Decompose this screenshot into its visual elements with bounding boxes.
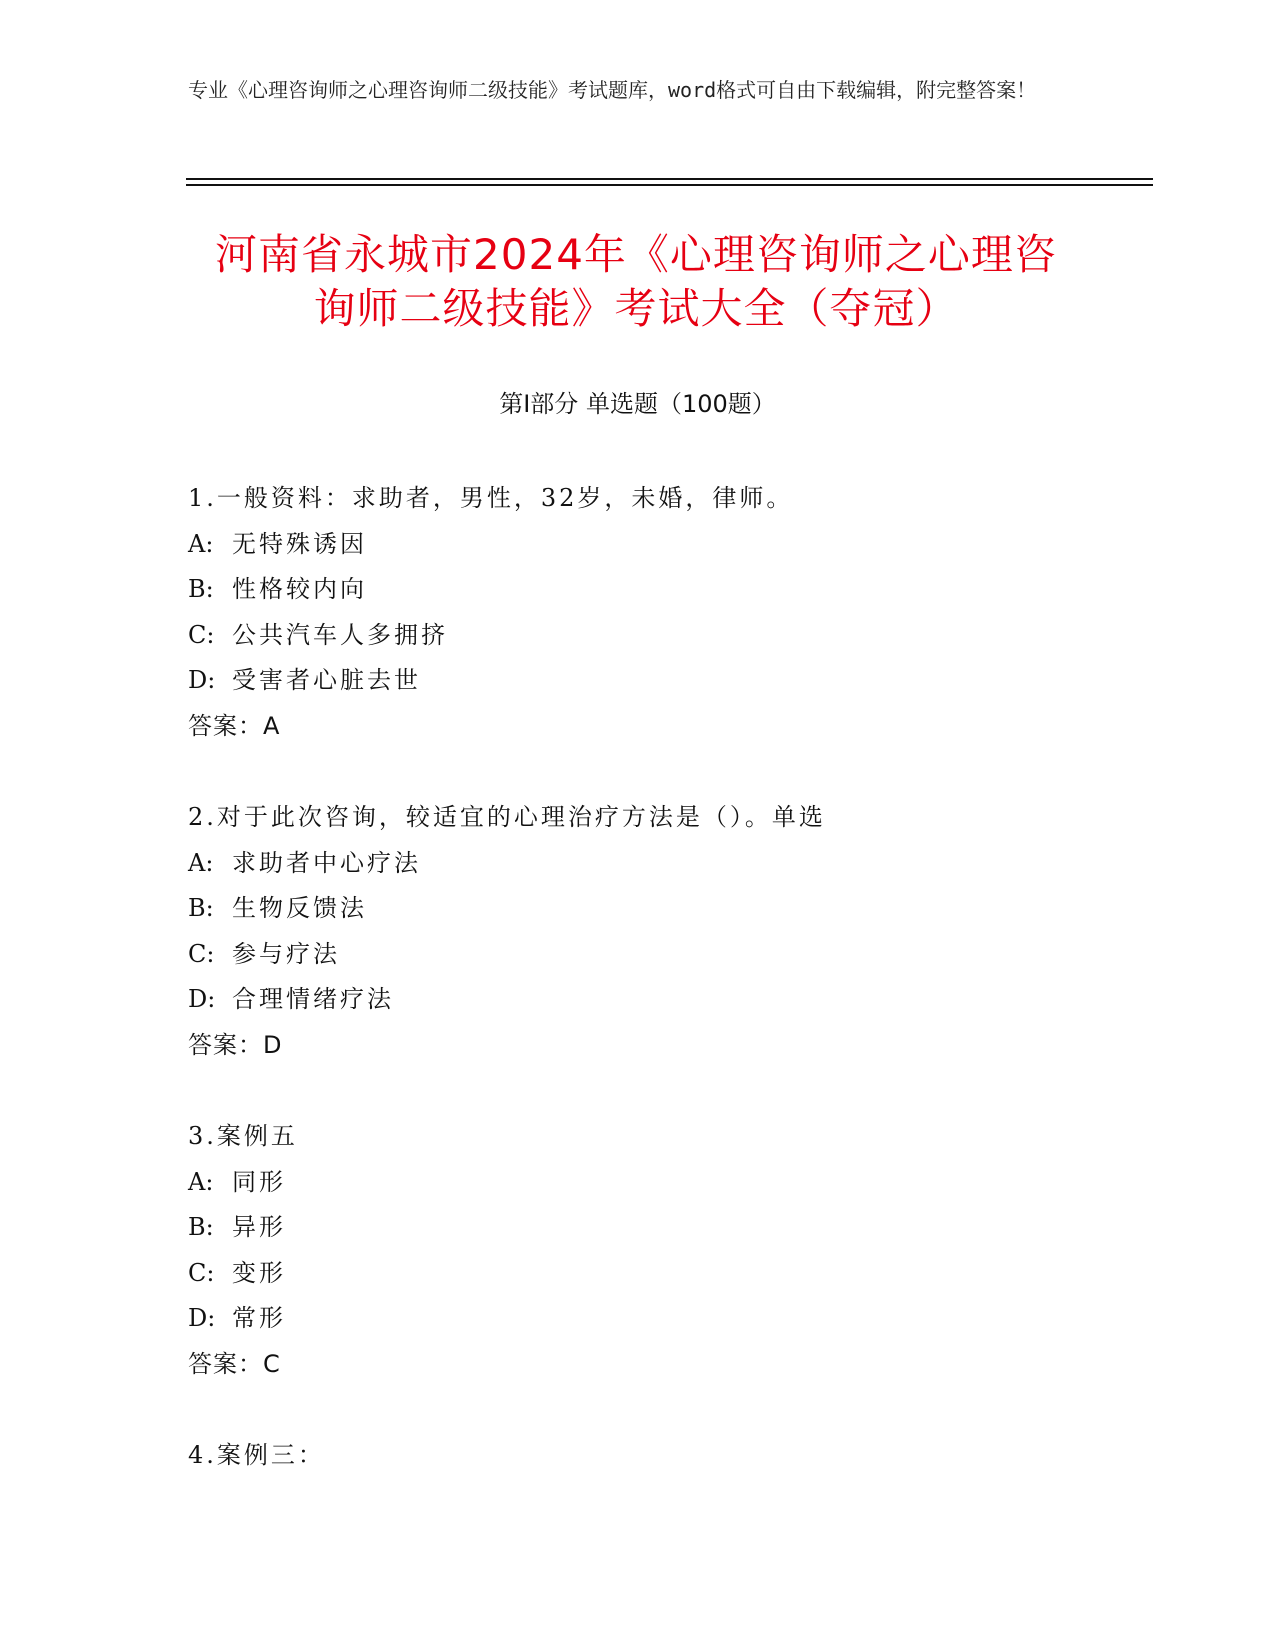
option-d: [188, 1296, 1148, 1342]
header-note: 专业《心理咨询师之心理咨询师二级技能》考试题库，word格式可自由下载编辑，附完整答案！: [188, 78, 1037, 102]
option-text: 常形: [232, 1304, 286, 1332]
option-text: 同形: [232, 1167, 286, 1196]
question-1: [188, 476, 1148, 749]
option-text: 变形: [232, 1258, 286, 1287]
option-c: [188, 613, 1148, 659]
option-text: 参与疗法: [232, 939, 340, 968]
option-key: A:: [188, 529, 214, 558]
option-text: 性格较内向: [232, 575, 367, 603]
option-d: [188, 658, 1148, 704]
question-3: [188, 1114, 1148, 1387]
title-line-2: 询师二级技能》考试大全（夺冠）: [313, 284, 959, 333]
section-title: 第Ⅰ部分 单选题（100题）: [499, 390, 776, 418]
option-a: [188, 522, 1148, 568]
option-text: 异形: [232, 1213, 286, 1241]
option-key: C:: [188, 939, 215, 968]
question-list: [188, 476, 1148, 1525]
option-key: A:: [188, 848, 214, 877]
question-stem: 4.案例三：: [188, 1441, 325, 1469]
document-title: [186, 228, 1086, 336]
option-text: 无特殊诱因: [232, 529, 367, 558]
option-text: 公共汽车人多拥挤: [232, 620, 448, 649]
question-4: [188, 1433, 1148, 1479]
question-stem: 1.一般资料：求助者，男性，32岁，未婚，律师。: [188, 484, 794, 512]
option-key: A:: [188, 1167, 214, 1196]
option-a: [188, 841, 1148, 887]
option-text: 求助者中心疗法: [232, 848, 421, 877]
option-c: [188, 932, 1148, 978]
answer-line: 答案：D: [188, 1030, 283, 1059]
title-line-1: 河南省永城市2024年《心理咨询师之心理咨: [215, 230, 1057, 279]
option-c: [188, 1251, 1148, 1297]
option-text: 生物反馈法: [232, 894, 367, 922]
option-key: D:: [188, 1304, 216, 1332]
option-d: [188, 977, 1148, 1023]
header-divider-top: [186, 178, 1153, 180]
option-key: D:: [188, 985, 216, 1013]
option-b: [188, 567, 1148, 613]
option-key: B:: [188, 894, 214, 922]
question-stem: 3.案例五: [188, 1122, 298, 1150]
question-2: [188, 795, 1148, 1068]
option-key: D:: [188, 666, 216, 694]
answer-line: 答案：C: [188, 1349, 281, 1378]
header-divider-bottom: [186, 184, 1153, 186]
option-b: [188, 886, 1148, 932]
question-stem: 2.对于此次咨询，较适宜的心理治疗方法是（）。单选: [188, 803, 826, 831]
option-key: B:: [188, 1213, 214, 1241]
option-text: 合理情绪疗法: [232, 985, 394, 1013]
option-key: B:: [188, 575, 214, 603]
option-b: [188, 1205, 1148, 1251]
option-text: 受害者心脏去世: [232, 666, 421, 694]
option-key: C:: [188, 620, 215, 649]
option-key: C:: [188, 1258, 215, 1287]
answer-line: 答案：A: [188, 711, 281, 740]
option-a: [188, 1160, 1148, 1206]
